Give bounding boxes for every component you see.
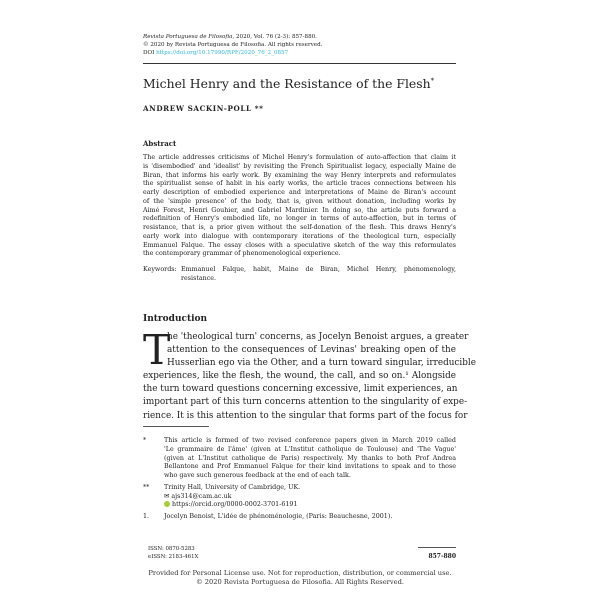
doi-label: DOI (143, 50, 157, 56)
title-text: Michel Henry and the Resistance of the Flesh (143, 76, 431, 91)
text-line: Emmanuel Falque, habit, Maine de Biran, Michel Henry, phenomenology, (181, 266, 456, 273)
keywords-label: Keywords: (143, 266, 177, 273)
orcid-line (164, 501, 456, 510)
title-footnote-mark[interactable]: * (430, 76, 435, 85)
text-line: the contemporary grammar of phenomenological experience. (143, 250, 341, 258)
text-line: experiences, like the flesh, the wound, the call, and so on.¹ Alongside (143, 371, 456, 382)
license-footer (0, 569, 600, 587)
footnote-rule (143, 426, 209, 427)
text-line: he 'theological turn' concerns, as Jocelyn Benoist argues, a greater (167, 332, 469, 342)
text-line: of the 'simple presence' of the body, that is, given without donation, including works by (143, 197, 456, 205)
footnote-mark: 1. (143, 513, 150, 520)
license-line: Provided for Personal License use. Not for reproduction, distribution, or commercial use. (148, 569, 452, 577)
footnote-line: Jocelyn Benoist, L'idée de phénoménologie, (Paris: Beauchesne, 2001). (164, 513, 393, 520)
text-line: redefinition of Henry's embodied life, no longer in terms of auto-affection, but in terms of (143, 215, 456, 223)
drop-cap: T (143, 326, 171, 374)
keywords-list (143, 266, 456, 284)
issn-block (148, 546, 198, 561)
introduction-body (143, 326, 476, 423)
text-line: the spiritualist sense of habit in his early works, the article traces connections between his (143, 180, 456, 188)
footnote-line: This article is formed of two revised conference papers given in March 2019 called (164, 437, 456, 444)
text-line: the turn toward questions concerning excessive, limit experiences, an (143, 384, 458, 395)
author-name: ANDREW SACKIN-POLL ** (143, 104, 264, 113)
text-line: The article addresses criticisms of Michel Henry's formulation of auto-affection that claim it (143, 154, 456, 161)
page-range: 857-880 (428, 553, 456, 560)
copyright-line: © 2020 by Revista Portuguesa de Filosofia. All rights reserved. (143, 42, 323, 48)
text-line: Aimé Forest, Henri Gouhier, and Gabriel Mardinier. In doing so, the article puts forward a (143, 206, 456, 214)
text-line: resistance, that is, a prior given without the self-donation of the flesh. This draws Henry's (143, 224, 456, 231)
text-line: Husserlian ego via the Other, and a turn toward singular, irreducible (167, 358, 476, 369)
footnote-line: 'Le grammaire de l'âme' (given at L'Institut catholique de Toulouse) and 'The Vague' (164, 445, 456, 453)
orcid-link[interactable]: https://orcid.org/0000-0002-3701-6191 (172, 501, 298, 509)
text-line: Biran, that informs his early work. By examining the way Henry interprets and reformulates (143, 171, 456, 179)
journal-name: Revista Portuguesa de Filosofia (143, 34, 233, 40)
text-line: resistance. (181, 274, 217, 282)
text-line: important part of this turn concerns attention to the singularity of expe- (143, 397, 468, 408)
header-rule (143, 63, 456, 64)
orcid-icon (164, 501, 170, 507)
footnote (143, 513, 456, 522)
text-line: early work into dialogue with contemporary iterations of the theological turn, especially (143, 232, 456, 240)
text-line: is 'disembodied' and 'idealist' by revisiting the French Spiritualist legacy, especially Maine de (143, 162, 456, 170)
abstract-heading: Abstract (143, 139, 177, 148)
footnote-line: Trinity Hall, University of Cambridge, UK. (164, 483, 301, 491)
citation: , 2020, Vol. 76 (2-3): 857-880. (232, 34, 317, 40)
article-title (143, 76, 434, 91)
eissn: eISSN: 2183-461X (148, 553, 199, 560)
text-line: attention to the consequences of Levinas' breaking open of the (167, 345, 456, 356)
text-line: early description of embodied experience and interpretations of Maine de Biran's account (143, 189, 456, 196)
footnote (143, 437, 456, 481)
text-line: rience. It is this attention to the singular that forms part of the focus for (143, 410, 468, 421)
abstract-text (143, 154, 456, 259)
issn: ISSN: 0870-5283 (148, 546, 195, 552)
footer-copyright: © 2020 Revista Portuguesa de Filosofia. All Rights Reserved. (195, 578, 405, 586)
doi-line (143, 49, 288, 57)
footnote-line: who gave such generous feedback at the end of each talk. (164, 472, 351, 479)
introduction-heading: Introduction (143, 314, 208, 324)
footnote-line: (given at L'Institut catholique de Paris) respectively. My thanks to both Prof Andrea (164, 454, 456, 462)
footnote-mark: ** (143, 483, 150, 491)
footnotes (143, 437, 456, 525)
footnote (143, 484, 456, 510)
page-range-rule (418, 547, 456, 548)
text-line: Emmanuel Falque. The essay closes with a speculative sketch of the way this reformulates (143, 241, 456, 249)
keywords (143, 266, 456, 284)
journal-citation (143, 33, 317, 41)
footnote-line: Bellantone and Prof Emmanuel Falque for their kind invitations to speak and to those (164, 463, 456, 471)
doi-link[interactable]: https://doi.org/10.17990/RPF/2020_76_2_0857 (156, 50, 289, 56)
email-link[interactable]: ✉ ajs314@cam.ac.uk (164, 492, 232, 500)
footnote-mark: * (143, 437, 147, 444)
